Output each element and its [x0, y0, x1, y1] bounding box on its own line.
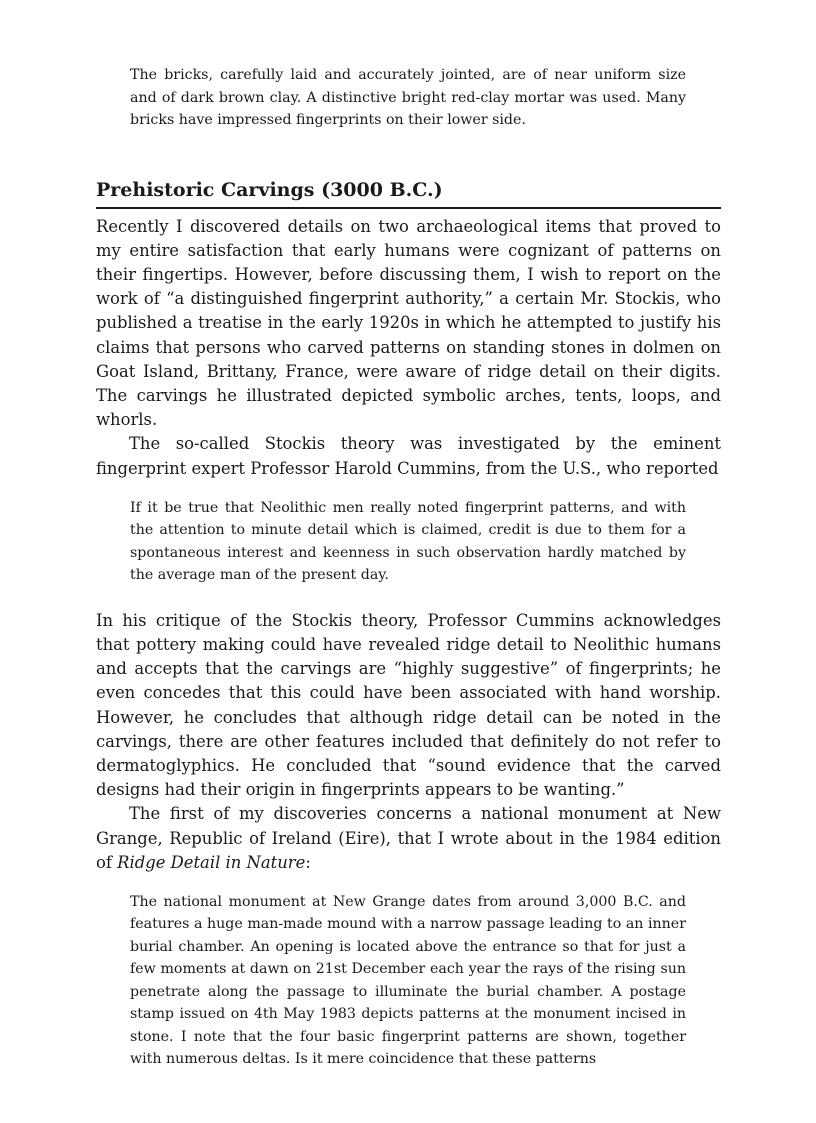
section-title: Prehistoric Carvings (3000 B.C.): [96, 177, 721, 209]
new-grange-quote-text: The national monument at New Grange dates from around 3,000 B.C. and features a huge man-made mound with a narrow passage leading to an inner burial chamber. An opening is located above the entrance so that for just a few moments at dawn on 21st December each year the rays of the rising sun penetrate along the passage to illuminate the burial chamber. A postage stamp issued on 4th May 1983 depicts patterns at the monument incised in stone. I note that the four basic fingerprint patterns are shown, together with numerous deltas. Is it mere coincidence that these patterns: [130, 893, 686, 1068]
paragraph-new-grange-intro: [96, 802, 721, 875]
brick-quote: [130, 64, 686, 132]
cummins-quote-text: If it be true that Neolithic men really noted fingerprint patterns, and with the attention to minute detail which is claimed, credit is due to them for a spontaneous interest and keenness in such observation hardly matched by the average man of the present day.: [130, 499, 686, 584]
paragraph-cummins-intro: The so-called Stockis theory was investigated by the eminent fingerprint expert Professor Harold Cummins, from the U.S., who reported: [96, 434, 721, 478]
paragraph-critique: In his critique of the Stockis theory, Professor Cummins acknowledges that pottery making could have revealed ridge detail to Neolithic humans and accepts that the carvings are “highly suggestive” of fingerprints; he even concedes that this could have been associated with hand worship. However, he concludes that although ridge detail can be noted in the carvings, there are other features included that definitely do not refer to dermatoglyphics. He concluded that “sound evidence that the carved designs had their origin in fingerprints appears to be wanting.”: [96, 610, 721, 800]
cummins-quote: [130, 497, 686, 587]
document-page: [96, 64, 721, 1071]
brick-quote-text: The bricks, carefully laid and accurately jointed, are of near uniform size and of dark brown clay. A distinctive bright red-clay mortar was used. Many bricks have impressed fingerprints on their lower side.: [130, 67, 686, 128]
body-section-2: [96, 609, 721, 875]
paragraph-stockis: Recently I discovered details on two archaeological items that proved to my entire satisfaction that early humans were cognizant of patterns on their fingertips. However, before discussing them, I wish to report on the work of “a distinguished fingerprint authority,” a certain Mr. Stockis, who published a treatise in the early 1920s in which he attempted to justify his claims that persons who carved patterns on standing stones in dolmen on Goat Island, Brittany, France, were aware of ridge detail on their digits. The carvings he illustrated depicted symbolic arches, tents, loops, and whorls.: [96, 216, 721, 430]
body-section-1: [96, 215, 721, 481]
paragraph-new-grange-tail: :: [305, 852, 311, 872]
paragraph-new-grange-lead: The first of my discoveries concerns a national monument at New Grange, Republic of Ireland (Eire), that I wrote about in the 1984 edition of: [96, 804, 721, 872]
new-grange-quote: [130, 891, 686, 1071]
book-title: Ridge Detail in Nature: [117, 852, 306, 872]
